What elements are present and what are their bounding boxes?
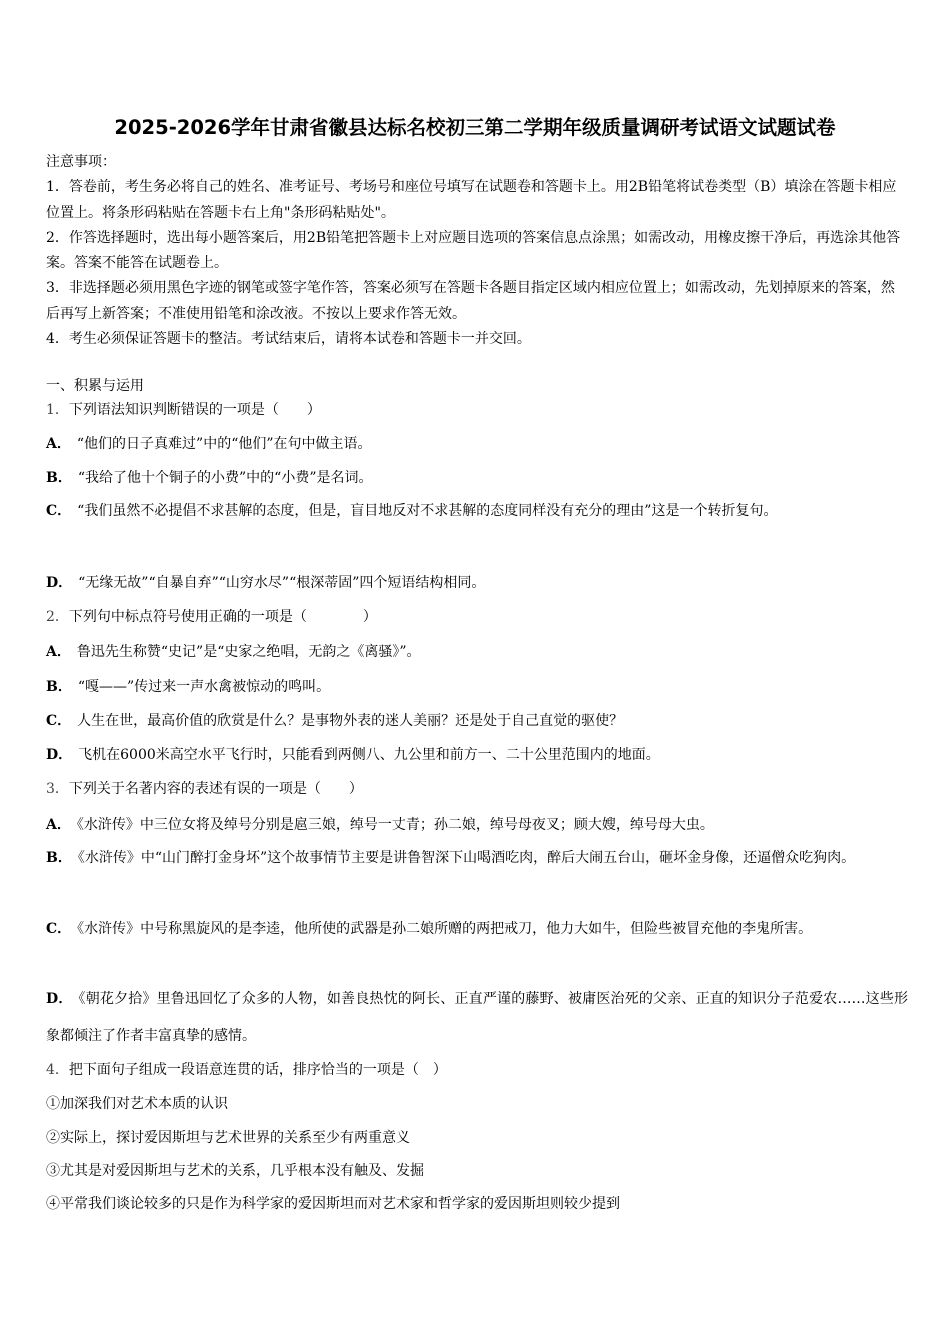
q3-option-a [46,815,908,835]
option-key: C． [46,921,72,937]
option-text: 《水浒传》中“山门醉打金身坏”这个故事情节主要是讲鲁智深下山喝酒吃肉，醉后大闹五台山，砸坏金身像，还逼僧众吃狗肉。 [77,850,856,866]
option-key: D． [46,991,73,1007]
section-heading: 一、积累与运用 [46,378,144,394]
option-key: D． [46,747,73,763]
notes-heading: 注意事项： [46,154,116,170]
question-stem: 把下面句子组成一段语意连贯的话，排序恰当的一项是（ ） [68,1062,447,1078]
question-4 [46,1060,908,1080]
option-key: A． [46,436,71,452]
q1-option-c [46,493,908,530]
option-text: 人生在世，最高价值的欣赏是什么？是事物外表的迷人美丽？还是处于自己直觉的驱使？ [77,713,624,729]
q3-option-d [46,981,908,1055]
option-text: “他们的日子真难过”中的“他们”在句中做主语。 [76,436,372,452]
q2-option-b [46,677,908,697]
q1-option-b [46,468,908,488]
q1-option-d [46,573,908,593]
note-item-1: 1．答卷前，考生务必将自己的姓名、准考证号、考场号和座位号填写在试题卷和答题卡上。用2B铅笔将试卷类型（B）填涂在答题卡相应位置上。将条形码粘贴在答题卡右上角"条形码粘贴处"。 [46,179,897,221]
q4-sentence-2: ②实际上，探讨爱因斯坦与艺术世界的关系至少有两重意义 [46,1130,410,1146]
option-text: “我给了他十个铜子的小费”中的“小费”是名词。 [77,470,373,486]
question-stem: 下列语法知识判断错误的一项是（ ） [68,402,321,418]
question-number: 4． [46,1062,69,1078]
q4-sentence-1: ①加深我们对艺术本质的认识 [46,1096,228,1112]
question-number: 3． [46,781,69,797]
note-item-4: 4．考生必须保证答题卡的整洁。考试结束后，请将本试卷和答题卡一并交回。 [46,331,531,348]
option-text: “无缘无故”“自暴自弃”“山穷水尽”“根深蒂固”四个短语结构相同。 [78,575,486,591]
exam-title: 2025-2026学年甘肃省徽县达标名校初三第二学期年级质量调研考试语文试题试卷 [114,116,836,139]
q2-option-c [46,711,908,731]
option-text: “嘎——”传过来一声水禽被惊动的鸣叫。 [77,679,331,695]
notes-block [46,150,906,352]
option-key: A． [46,644,71,660]
question-1 [46,400,908,420]
question-2 [46,607,908,627]
q4-sentence-4: ④平常我们谈论较多的只是作为科学家的爱因斯坦而对艺术家和哲学家的爱因斯坦则较少提到 [46,1196,620,1212]
option-key: B． [46,470,72,486]
option-text: 飞机在6000米高空水平飞行时，只能看到两侧八、九公里和前方一、二十公里范围内的地面。 [78,747,660,763]
note-item-2: 2．作答选择题时，选出每小题答案后，用2B铅笔把答题卡上对应题目选项的答案信息点涂黑；如需改动，用橡皮擦干净后，再选涂其他答案。答案不能答在试题卷上。 [46,229,901,272]
option-key: B． [46,679,72,695]
option-key: B． [46,850,72,866]
q4-sentence-3: ③尤其是对爱因斯坦与艺术的关系，几乎根本没有触及、发掘 [46,1163,424,1179]
option-text: 《水浒传》中三位女将及绰号分别是扈三娘，绰号一丈青；孙二娘，绰号母夜叉；顾大嫂，绰号母大虫。 [76,817,714,833]
question-3 [46,779,908,799]
question-number: 2． [46,609,69,625]
q3-option-c [46,911,908,948]
option-key: D． [46,575,73,591]
q2-option-d [46,745,908,765]
option-text: 《朝花夕拾》里鲁迅回忆了众多的人物，如善良热忱的阿长、正直严谨的藤野、被庸医治死的父亲、正直的知识分子范爱农……这些形象都倾注了作者丰富真挚的感情。 [46,991,909,1044]
option-text: 《水浒传》中号称黑旋风的是李逵，他所使的武器是孙二娘所赠的两把戒刀，他力大如牛，但险些被冒充他的李鬼所害。 [77,921,813,937]
option-text: “我们虽然不必提倡不求甚解的态度，但是，盲目地反对不求甚解的态度同样没有充分的理由”这是一个转折复句。 [77,503,778,519]
note-item-3: 3．非选择题必须用黑色字迹的钢笔或签字笔作答，答案必须写在答题卡各题目指定区域内相应位置上；如需改动，先划掉原来的答案，然后再写上新答案；不准使用铅笔和涂改液。不按以上要求作答无效。 [46,280,895,322]
option-key: A． [46,817,71,833]
q3-option-b [46,840,908,877]
option-text: 鲁迅先生称赞“史记”是“史家之绝唱，无韵之《离骚》”。 [76,644,421,660]
question-number: 1． [46,402,69,418]
option-key: C． [46,503,72,519]
q1-option-a [46,434,908,454]
q2-option-a [46,642,908,662]
question-stem: 下列句中标点符号使用正确的一项是（ ） [68,609,377,625]
option-key: C． [46,713,72,729]
question-stem: 下列关于名著内容的表述有误的一项是（ ） [68,781,363,797]
